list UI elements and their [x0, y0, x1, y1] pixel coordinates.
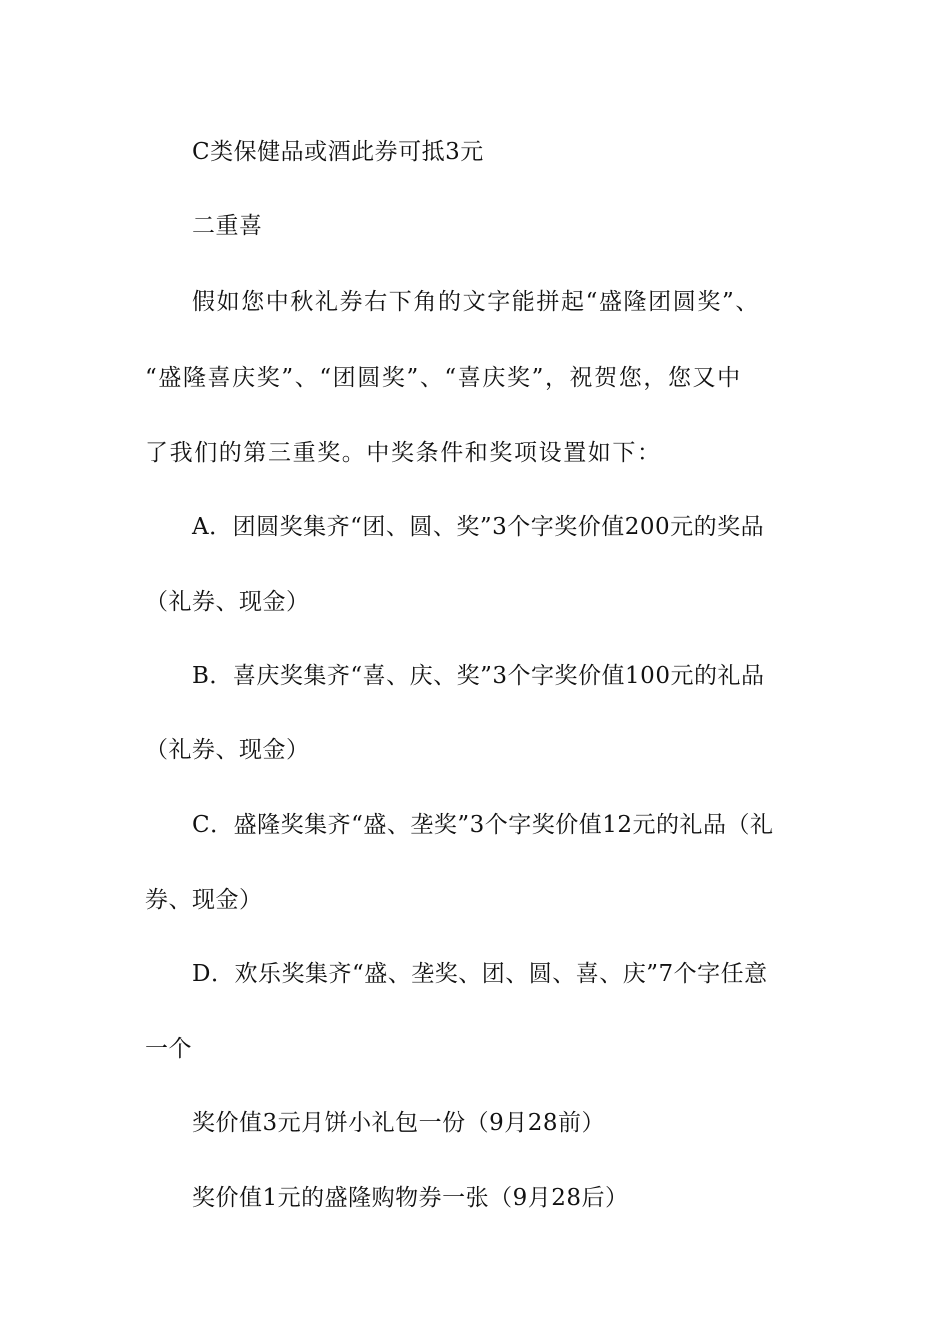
prize-detail-before-date: 奖价值3元月饼小礼包一份（9月28前） — [192, 1110, 606, 1136]
prize-item-a-continued: （礼券、现金） — [145, 589, 310, 615]
prize-item-a: A．团圆奖集齐“团、圆、奖”3个字奖价值200元的奖品 — [192, 514, 765, 540]
paragraph-line-intro-2: “盛隆喜庆奖”、“团圆奖”、“喜庆奖”，祝贺您，您又中 — [145, 365, 742, 391]
prize-item-c-continued: 券、现金） — [145, 887, 263, 913]
prize-detail-after-date: 奖价值1元的盛隆购物券一张（9月28后） — [192, 1185, 629, 1211]
prize-item-b: B．喜庆奖集齐“喜、庆、奖”3个字奖价值100元的礼品 — [192, 663, 765, 689]
prize-item-b-continued: （礼券、现金） — [145, 737, 310, 763]
paragraph-line-coupon-c: C类保健品或酒此券可抵3元 — [192, 139, 484, 165]
paragraph-line-intro-1: 假如您中秋礼券右下角的文字能拼起“盛隆团圆奖”、 — [192, 289, 760, 315]
paragraph-line-intro-3: 了我们的第三重奖。中奖条件和奖项设置如下： — [145, 440, 662, 466]
prize-item-c: C．盛隆奖集齐“盛、垄奖”3个字奖价值12元的礼品（礼 — [192, 812, 774, 838]
prize-item-d: D．欢乐奖集齐“盛、垄奖、团、圆、喜、庆”7个字任意 — [192, 961, 768, 987]
prize-item-d-continued: 一个 — [145, 1036, 192, 1062]
section-heading: 二重喜 — [192, 213, 263, 239]
